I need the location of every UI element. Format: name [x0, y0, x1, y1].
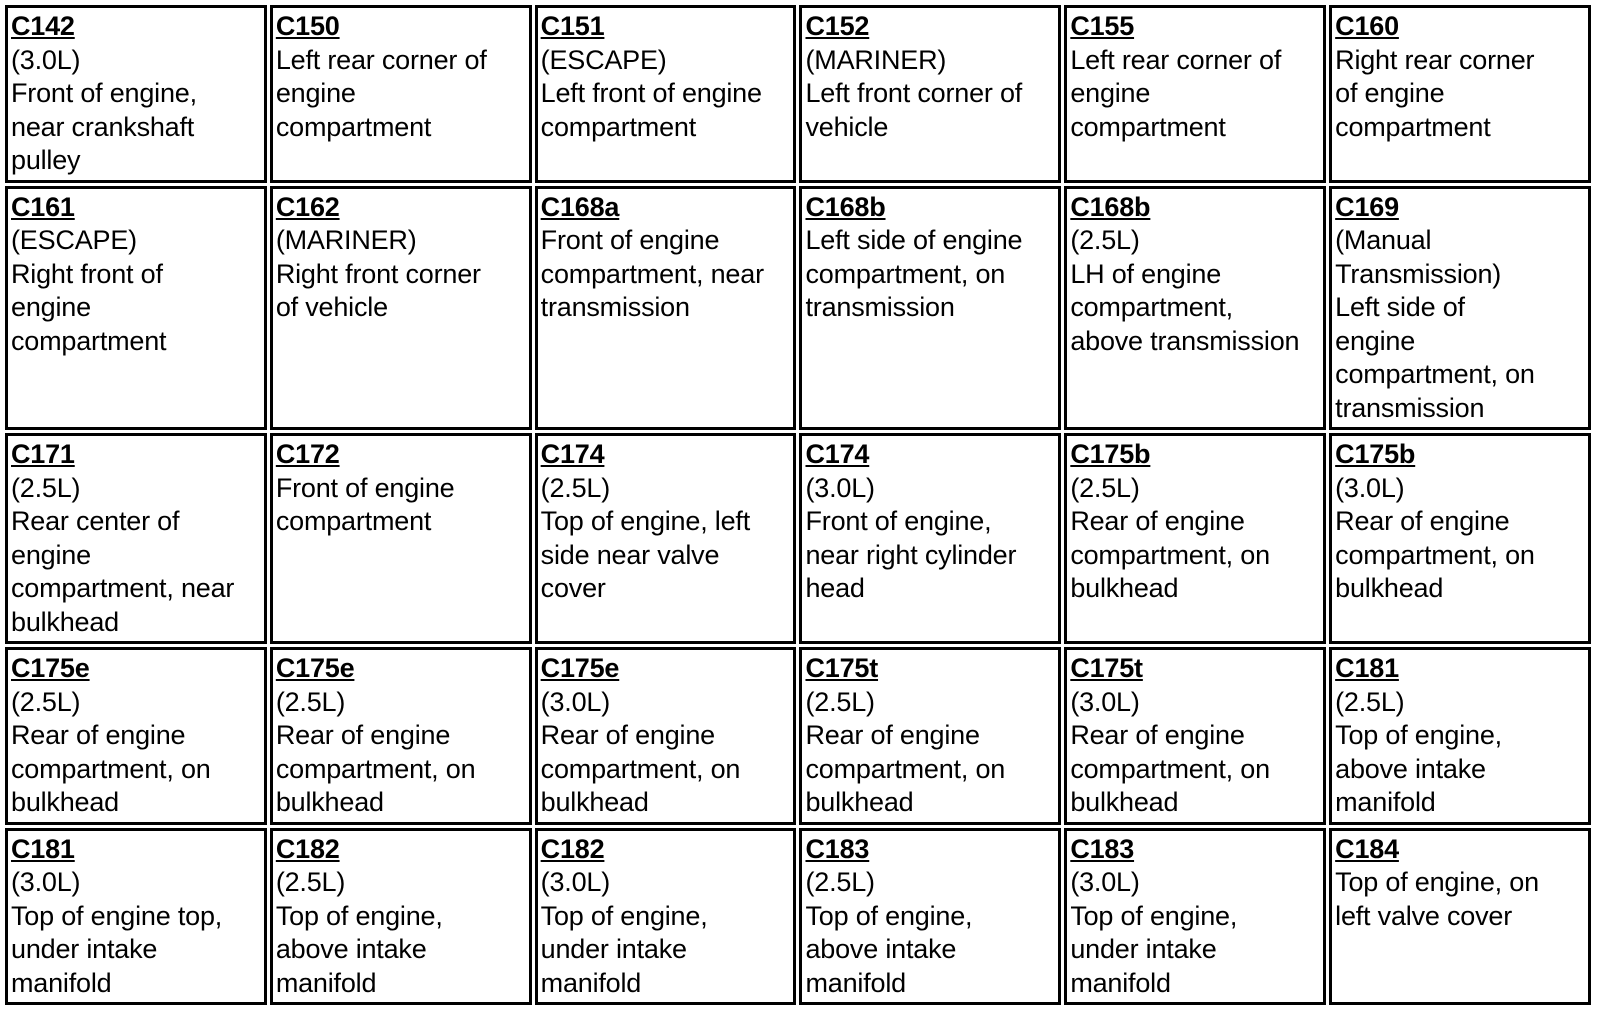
location-text: (2.5L)	[1070, 472, 1140, 503]
location-text: compartment, on	[1335, 539, 1535, 570]
connector-id: C174	[805, 439, 870, 469]
connector-id: C175b	[1070, 439, 1151, 469]
location-text: manifold	[805, 967, 906, 998]
location-text: manifold	[1070, 967, 1171, 998]
location-text: left valve cover	[1335, 900, 1513, 931]
connector-id: C175b	[1335, 439, 1416, 469]
location-text: under intake	[11, 934, 158, 964]
connector-id: C175e	[275, 653, 355, 683]
location-text: LH of engine	[1070, 258, 1222, 289]
table-body	[5, 5, 1591, 1005]
connector-id: C175e	[540, 653, 620, 683]
location-text: (2.5L)	[805, 686, 875, 717]
table-row	[5, 433, 1591, 644]
connector-id: C168a	[540, 191, 620, 222]
location-text: (2.5L)	[1335, 686, 1405, 717]
connector-cell	[799, 186, 1061, 431]
location-text: Top of engine,	[1070, 900, 1238, 931]
location-text: compartment	[1335, 111, 1491, 142]
location-text: (3.0L)	[11, 44, 81, 75]
connector-cell	[1329, 433, 1591, 644]
connector-cell	[535, 186, 797, 431]
location-text: bulkhead	[11, 787, 119, 817]
connector-cell	[1064, 5, 1326, 183]
connector-cell	[270, 647, 532, 825]
connector-id: C171	[11, 439, 75, 469]
location-text: compartment	[540, 111, 697, 142]
table-row	[5, 647, 1591, 825]
connector-cell	[1329, 647, 1591, 825]
connector-id: C161	[11, 191, 75, 222]
connector-id: C155	[1070, 11, 1135, 41]
location-text: Rear of engine	[1070, 506, 1245, 536]
location-text: cover	[540, 573, 606, 603]
location-text: Front of engine	[275, 472, 455, 503]
connector-cell	[799, 647, 1061, 825]
location-text: compartment, on	[540, 753, 741, 784]
location-text: near right cylinder	[805, 539, 1017, 570]
connector-cell	[1064, 433, 1326, 644]
location-text: Left front of engine	[540, 78, 762, 108]
connector-id: C181	[11, 833, 75, 864]
location-text: of vehicle	[275, 292, 388, 322]
location-text: (2.5L)	[805, 867, 875, 897]
connector-cell	[535, 5, 797, 183]
location-text: engine	[275, 78, 356, 108]
connector-cell	[5, 647, 267, 825]
location-text: compartment	[11, 325, 167, 356]
location-text: above intake	[805, 934, 957, 964]
location-text: (3.0L)	[805, 472, 875, 503]
location-text: bulkhead	[1070, 787, 1179, 817]
connector-cell	[5, 433, 267, 644]
connector-cell	[1064, 186, 1326, 431]
location-text: bulkhead	[540, 787, 649, 817]
location-text: bulkhead	[805, 787, 914, 817]
table-row	[5, 5, 1591, 183]
connector-cell	[270, 828, 532, 1006]
location-text: compartment, on	[805, 753, 1006, 784]
location-text: (3.0L)	[1070, 867, 1140, 897]
location-text: Right front corner	[275, 258, 481, 289]
location-text: Right front of	[11, 258, 163, 289]
location-text: engine	[1335, 325, 1416, 356]
location-text: Rear of engine	[11, 720, 186, 750]
connector-cell	[1329, 5, 1591, 183]
location-text: above intake	[275, 934, 427, 964]
location-text: Front of engine	[540, 225, 720, 255]
location-text: (3.0L)	[1335, 472, 1405, 503]
location-text: Left rear corner of	[1070, 44, 1282, 75]
location-text: Top of engine, on	[1335, 867, 1539, 897]
location-text: Rear of engine	[1335, 506, 1510, 536]
connector-cell	[5, 186, 267, 431]
connector-id: C182	[275, 833, 340, 864]
location-text: Front of engine,	[805, 506, 992, 536]
table-row	[5, 186, 1591, 431]
location-text: (ESCAPE)	[11, 225, 137, 255]
location-text: (2.5L)	[275, 867, 346, 897]
location-text: engine	[11, 292, 91, 322]
location-text: (3.0L)	[11, 867, 81, 897]
connector-locator-table	[2, 2, 1594, 1008]
location-text: (Manual	[1335, 225, 1432, 255]
location-text: above intake	[1335, 753, 1486, 784]
location-text: compartment, on	[1070, 753, 1270, 784]
location-text: engine	[11, 539, 91, 570]
location-text: (MARINER)	[275, 225, 417, 255]
location-text: of engine	[1335, 78, 1445, 108]
table-row	[5, 828, 1591, 1006]
location-text: Rear of engine	[540, 720, 715, 750]
location-text: bulkhead	[11, 606, 119, 637]
location-text: compartment,	[1070, 292, 1233, 322]
location-text: under intake	[1070, 934, 1217, 964]
location-text: Top of engine top,	[11, 900, 223, 931]
connector-cell	[5, 828, 267, 1006]
location-text: (3.0L)	[540, 686, 610, 717]
location-text: Rear of engine	[1070, 720, 1245, 750]
location-text: compartment	[1070, 111, 1226, 142]
location-text: (2.5L)	[1070, 225, 1140, 255]
connector-id: C172	[275, 439, 340, 469]
connector-cell	[1064, 647, 1326, 825]
connector-id: C160	[1335, 11, 1399, 41]
connector-id: C150	[275, 11, 340, 41]
location-text: (2.5L)	[275, 686, 346, 717]
location-text: (3.0L)	[1070, 686, 1140, 717]
location-text: transmission	[1335, 392, 1485, 423]
location-text: compartment, on	[1335, 359, 1535, 389]
location-text: (2.5L)	[540, 472, 610, 503]
location-text: Top of engine,	[805, 900, 973, 931]
location-text: Right rear corner	[1335, 44, 1535, 75]
connector-cell	[270, 433, 532, 644]
connector-cell	[535, 828, 797, 1006]
location-text: Top of engine,	[275, 900, 443, 931]
location-text: pulley	[11, 145, 81, 175]
location-text: near crankshaft	[11, 111, 195, 142]
connector-cell	[270, 5, 532, 183]
location-text: bulkhead	[1070, 573, 1179, 603]
location-text: above transmission	[1070, 325, 1300, 356]
location-text: under intake	[540, 934, 687, 964]
location-text: manifold	[275, 967, 377, 998]
connector-id: C183	[1070, 833, 1135, 864]
location-text: compartment, on	[805, 258, 1006, 289]
location-text: Top of engine, left	[540, 506, 751, 536]
location-text: Top of engine,	[540, 900, 708, 931]
location-text: side near valve	[540, 539, 720, 570]
location-text: Left side of engine	[805, 225, 1023, 255]
connector-id: C142	[11, 11, 75, 41]
location-text: compartment, on	[1070, 539, 1270, 570]
connector-cell	[799, 828, 1061, 1006]
location-text: compartment	[275, 111, 432, 142]
location-text: Left rear corner of	[275, 44, 487, 75]
location-text: (3.0L)	[540, 867, 610, 897]
connector-id: C168b	[805, 191, 886, 222]
connector-id: C175e	[11, 653, 90, 683]
location-text: bulkhead	[1335, 573, 1444, 603]
connector-cell	[535, 647, 797, 825]
location-text: Rear center of	[11, 506, 180, 536]
location-text: manifold	[11, 967, 112, 998]
location-text: transmission	[540, 292, 690, 322]
location-text: (2.5L)	[11, 472, 81, 503]
location-text: compartment, near	[540, 258, 764, 289]
location-text: bulkhead	[275, 787, 384, 817]
connector-id: C152	[805, 11, 870, 41]
location-text: Rear of engine	[275, 720, 451, 750]
location-text: Rear of engine	[805, 720, 980, 750]
location-text: compartment	[275, 506, 432, 536]
location-text: manifold	[1335, 787, 1436, 817]
connector-id: C151	[540, 11, 605, 41]
connector-cell	[799, 433, 1061, 644]
connector-cell	[1329, 828, 1591, 1006]
location-text: compartment, near	[11, 573, 235, 603]
connector-id: C174	[540, 439, 605, 469]
connector-id: C184	[1335, 833, 1399, 864]
connector-id: C175t	[1070, 653, 1143, 683]
connector-id: C162	[275, 191, 340, 222]
location-text: (ESCAPE)	[540, 44, 667, 75]
connector-cell	[270, 186, 532, 431]
connector-id: C182	[540, 833, 605, 864]
connector-id: C169	[1335, 191, 1399, 222]
location-text: compartment, on	[275, 753, 476, 784]
connector-id: C181	[1335, 653, 1399, 683]
location-text: Left front corner of	[805, 78, 1023, 108]
location-text: (2.5L)	[11, 686, 81, 717]
location-text: vehicle	[805, 111, 889, 142]
location-text: head	[805, 573, 865, 603]
location-text: Top of engine,	[1335, 720, 1502, 750]
location-text: (MARINER)	[805, 44, 947, 75]
location-text: transmission	[805, 292, 955, 322]
connector-id: C168b	[1070, 191, 1151, 222]
location-text: Front of engine,	[11, 78, 197, 108]
connector-id: C175t	[805, 653, 879, 683]
connector-cell	[1064, 828, 1326, 1006]
connector-id: C183	[805, 833, 870, 864]
location-text: manifold	[540, 967, 642, 998]
location-text: Transmission)	[1335, 258, 1502, 289]
location-text: compartment, on	[11, 753, 211, 784]
connector-cell	[1329, 186, 1591, 431]
connector-cell	[535, 433, 797, 644]
connector-cell	[799, 5, 1061, 183]
connector-cell	[5, 5, 267, 183]
location-text: Left side of	[1335, 292, 1465, 322]
location-text: engine	[1070, 78, 1151, 108]
